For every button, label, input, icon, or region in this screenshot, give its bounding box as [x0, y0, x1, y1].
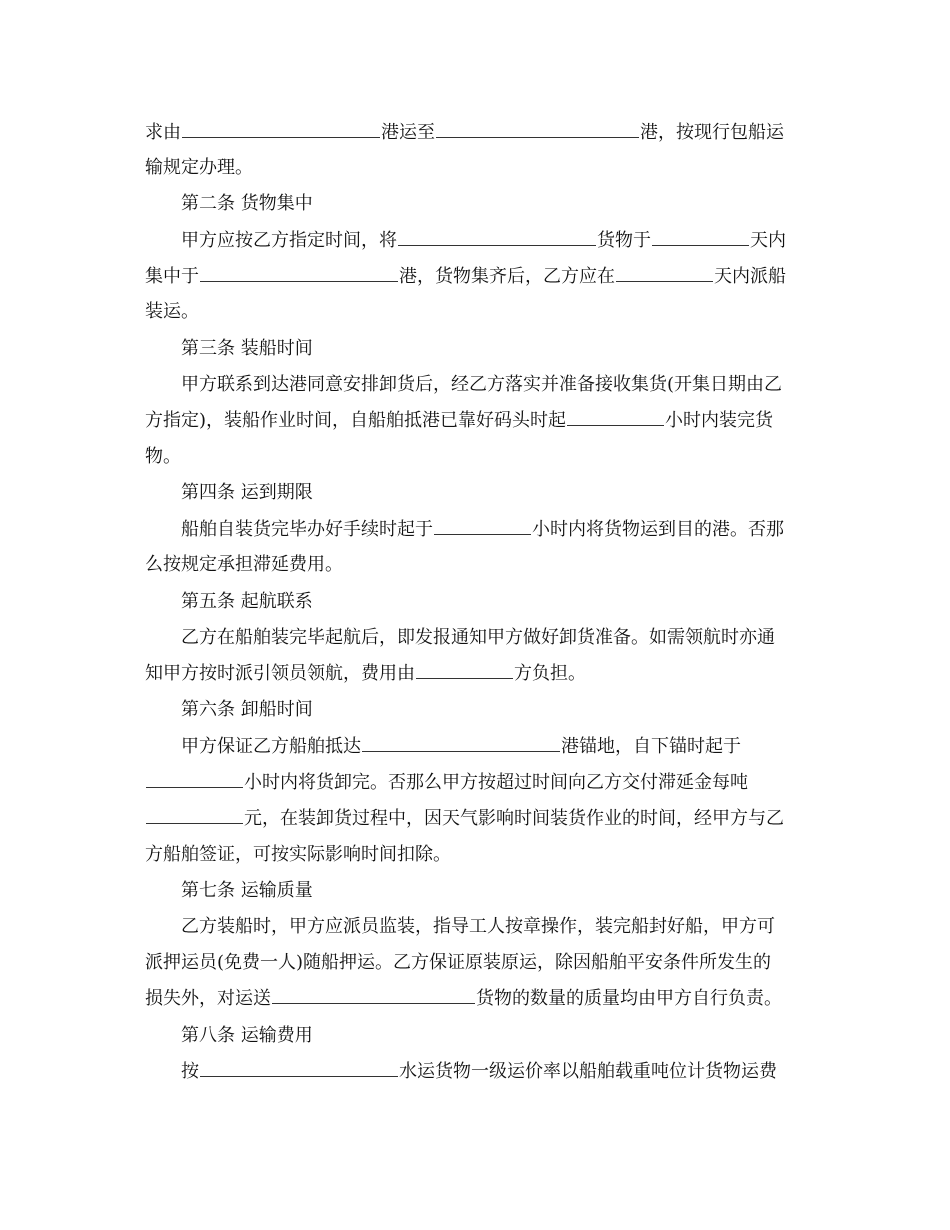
fill-blank[interactable] — [200, 266, 398, 282]
text-line: 按 水运货物一级运价率以船舶载重吨位计货物运费 — [181, 1061, 777, 1082]
fill-blank[interactable] — [146, 772, 243, 788]
text-line: 元，在装卸货过程中，因天气影响时间装货作业的时间，经甲方与乙 — [145, 807, 784, 831]
text-line: 甲方应按乙方指定时间，将 货物于 天内 — [181, 230, 786, 251]
text-line: 乙方在船舶装完毕起航后，即发报通知甲方做好卸货准备。如需领航时亦通 — [181, 627, 775, 648]
text-line: 么按规定承担滞延费用。 — [145, 554, 343, 575]
article-heading: 第二条 货物集中 — [181, 193, 313, 214]
text-line: 知甲方按时派引领员领航，费用由 方负担。 — [145, 663, 586, 684]
article-heading: 第八条 运输费用 — [181, 1025, 313, 1046]
article-heading: 第四条 运到期限 — [181, 482, 313, 503]
text-line: 集中于 港，货物集齐后，乙方应在 天内派船 — [145, 266, 786, 287]
article-heading: 第五条 起航联系 — [181, 591, 313, 612]
article-heading: 第三条 装船时间 — [181, 338, 313, 359]
text-line: 甲方保证乙方船舶抵达 港锚地，自下锚时起于 — [181, 736, 741, 757]
fill-blank[interactable] — [436, 122, 639, 138]
text-line: 物。 — [145, 446, 181, 467]
fill-blank[interactable] — [362, 736, 560, 752]
fill-blank[interactable] — [272, 988, 475, 1004]
text-line: 乙方装船时，甲方应派员监装，指导工人按章操作，装完船封好船，甲方可 — [181, 916, 775, 937]
fill-blank[interactable] — [616, 266, 713, 282]
text-line: 甲方联系到达港同意安排卸货后，经乙方落实并准备接收集货(开集日期由乙 — [181, 374, 783, 395]
article-heading: 第七条 运输质量 — [181, 880, 313, 901]
fill-blank[interactable] — [652, 230, 749, 246]
text-line: 小时内将货卸完。否那么甲方按超过时间向乙方交付滞延金每吨 — [145, 771, 748, 795]
text-line: 方指定)，装船作业时间，自船舶抵港已靠好码头时起 小时内装完货 — [145, 410, 774, 431]
text-line: 派押运员(免费一人)随船押运。乙方保证原装原运，除因船舶平安条件所发生的 — [145, 952, 772, 973]
fill-blank[interactable] — [416, 663, 513, 679]
fill-blank[interactable] — [146, 808, 243, 824]
text-line: 求由 港运至 港，按现行包船运 — [145, 122, 784, 143]
text-line: 损失外，对运送 货物的数量的质量均由甲方自行负责。 — [145, 988, 782, 1009]
fill-blank[interactable] — [434, 519, 531, 535]
fill-blank[interactable] — [182, 122, 380, 138]
fill-blank[interactable] — [200, 1061, 398, 1077]
text-line: 装运。 — [145, 301, 199, 322]
text-line: 船舶自装货完毕办好手续时起于 小时内将货物运到目的港。否那 — [181, 519, 784, 540]
text-line: 方船舶签证，可按实际影响时间扣除。 — [145, 844, 451, 865]
fill-blank[interactable] — [398, 230, 596, 246]
text-line: 输规定办理。 — [145, 157, 253, 178]
fill-blank[interactable] — [567, 410, 664, 426]
article-heading: 第六条 卸船时间 — [181, 699, 313, 720]
